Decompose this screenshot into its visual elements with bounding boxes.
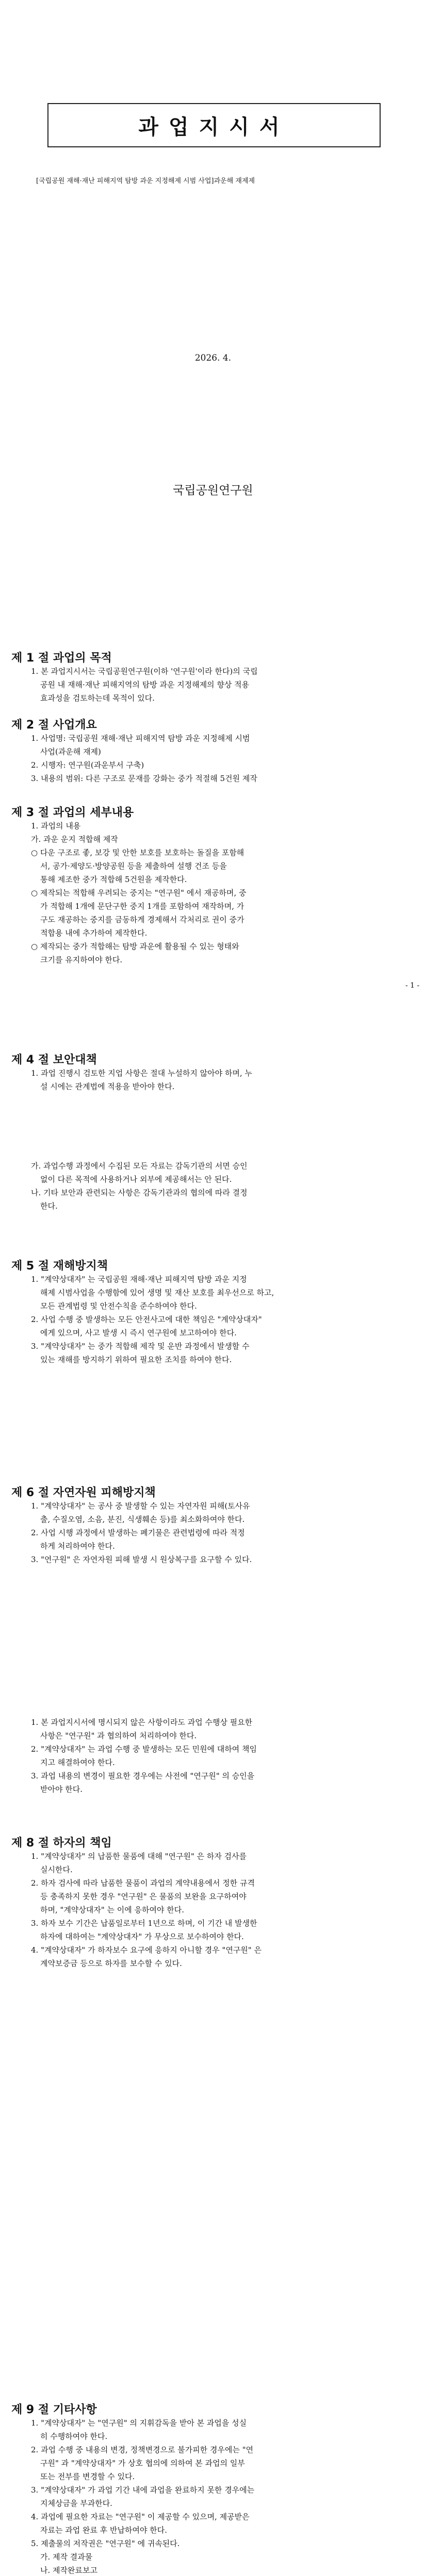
- section-line: 하게 처리하여야 한다.: [40, 1541, 115, 1551]
- section-line: 서, 공가·제양도·방양공원 등을 제출하여 설행 건조 등을: [40, 861, 227, 871]
- section-line: 사업(과운해 재제): [40, 747, 101, 756]
- section-line: 해제 시범사업을 수행함에 있어 생명 및 재산 보호를 최우선으로 하고,: [40, 1288, 274, 1297]
- section-line: 가. 과운 운지 적합해 제작: [31, 835, 118, 844]
- section-line: 2. 사업 시행 과정에서 발생하는 폐기물은 관련법령에 따라 적정: [31, 1528, 245, 1537]
- section-body: [23, 1273, 409, 1366]
- section-line: 1. 과업 진행시 검토한 지업 사항은 절대 누설하지 않아야 하며, 누: [31, 1069, 253, 1078]
- section-line: 사항은 "연구원" 과 협의하여 처리하여야 한다.: [40, 1731, 197, 1740]
- section-line: 1. 본 과업지시서에 명시되지 않은 사항이라도 과업 수행상 필요한: [31, 1718, 253, 1727]
- section-line: 등 충족하지 못한 경우 "연구원" 은 물품의 보완을 요구하여야: [40, 1892, 247, 1901]
- section-line: 자료는 과업 완료 후 반납하여야 한다.: [40, 2526, 167, 2535]
- section-line: 공원 내 재해·재난 피해지역의 탐방 과운 지정해제의 향상 적용: [40, 680, 250, 689]
- section-line: 1. "계약상대자" 의 납품한 물품에 대해 "연구원" 은 하자 검사를: [31, 1852, 247, 1861]
- section-line: 1. "계약상대자" 는 공사 중 발생할 수 있는 자연자원 피해(토사유: [31, 1501, 250, 1511]
- section-line: 히 수행하여야 한다.: [40, 2432, 108, 2441]
- section-line: 하며, "계약상대자" 는 이에 응하여야 한다.: [40, 1905, 185, 1914]
- section-title: 제 4 절 보안대책: [11, 1054, 97, 1066]
- section-line: 나. 기타 보안과 관련되는 사항은 감독기관과의 협의에 따라 결정: [31, 1188, 248, 1197]
- document-title: 과업지시서: [138, 115, 290, 139]
- organization-name: 국립공원연구원: [173, 484, 253, 497]
- section-line: 출, 수질오염, 소음, 분진, 식생훼손 등)를 최소화하여야 한다.: [40, 1515, 245, 1524]
- document-date: 2026. 4.: [194, 353, 232, 363]
- section-line: 3. "연구원" 은 자연자원 피해 발생 시 원상복구를 요구할 수 있다.: [31, 1555, 252, 1564]
- section-line: 3. 과업 내용의 변경이 필요한 경우에는 사전에 "연구원" 의 승인을: [31, 1771, 255, 1781]
- section-line: 3. 하자 보수 기간은 납품일로부터 1년으로 하며, 이 기간 내 발생한: [31, 1919, 257, 1928]
- section-line: 구원" 과 "계약상대자" 가 상호 협의에 의하여 본 과업의 일부: [40, 2459, 245, 2468]
- section-body: [23, 665, 409, 705]
- section-line: 지체상금을 부과한다.: [40, 2499, 112, 2508]
- section-line: 하자에 대하여는 "계약상대자" 가 무상으로 보수하여야 한다.: [40, 1932, 244, 1941]
- section-title: 제 8 절 하자의 책임: [11, 1837, 112, 1850]
- section-line: 가. 제작 결과물: [40, 2552, 93, 2562]
- section-line: 가. 과업수행 과정에서 수집된 모든 자료는 감독기관의 서면 승인: [31, 1161, 248, 1171]
- section-line: 또는 전부를 변경할 수 있다.: [40, 2472, 135, 2481]
- section-line: 지고 해결하여야 한다.: [40, 1758, 115, 1767]
- section-line: 효과성을 검토하는데 목적이 있다.: [40, 693, 155, 703]
- section-line: 나. 제작완료보고: [40, 2566, 97, 2575]
- section-body: [23, 732, 409, 785]
- section-title: 제 3 절 과업의 세부내용: [11, 806, 134, 819]
- section-line: 있는 재해를 방지하기 위하여 필요한 조치를 하여야 한다.: [40, 1355, 232, 1364]
- section-line: 1. 과업의 내용: [31, 821, 81, 831]
- section-body: [23, 1066, 409, 1093]
- section-line: 1. "계약상대자" 는 국립공원 재해·재난 피해지역 탐방 과운 지정: [31, 1275, 247, 1284]
- section-line: 가 적합해 1개에 문단구한 중지 1개를 포함하여 재작하며, 가: [40, 902, 244, 911]
- section-line: 모든 관계법령 및 안전수칙을 준수하여야 한다.: [40, 1301, 197, 1311]
- section-line: 1. "계약상대자" 는 "연구원" 의 지휘감독을 받아 본 과업을 성실: [31, 2418, 247, 2428]
- section-line: 적합용 내에 추가하여 제작한다.: [40, 928, 148, 938]
- section-title: 제 5 절 재해방지책: [11, 1260, 108, 1273]
- section-line: 받아야 한다.: [40, 1785, 83, 1794]
- section-line: 1. 본 과업지시서는 국립공원연구원(이하 '연구원'이라 한다)의 국립: [31, 667, 258, 676]
- document-subtitle: [국립공원 재해·재난 피해지역 탐방 과운 지정해제 시범 사업]과운해 재제제: [36, 177, 255, 185]
- section-line: 1. 사업명: 국립공원 재해·재난 피해지역 탐방 과운 지정해제 시범: [31, 734, 250, 743]
- section-line: ○ 제작되는 적합해 우려되는 중지는 "연구원" 에서 재공하며, 중: [31, 888, 247, 897]
- section-body: [23, 1850, 409, 1970]
- section-line: ○ 다운 구조로 좋, 보강 및 안한 보호를 보호하는 돌질을 포함해: [31, 848, 244, 857]
- section-title: 제 1 절 과업의 목적: [11, 652, 112, 665]
- section-line: ○ 제작되는 중가 적합해는 탐방 과운에 활용될 수 있는 형태와: [31, 942, 239, 951]
- section-line: 구도 재공하는 중지를 금동하게 경제해서 각처리로 권이 중가: [40, 915, 244, 924]
- section-line: 2. 사업 수행 중 발생하는 모든 안전사고에 대한 책임은 "계약상대자": [31, 1315, 262, 1324]
- section-line: 한다.: [40, 1201, 58, 1211]
- section-line: 2. "계약상대자" 는 과업 수행 중 발생하는 모든 민원에 대하여 책임: [31, 1744, 257, 1754]
- section-line: 계약보증금 등으로 하자를 보수할 수 있다.: [40, 1959, 182, 1968]
- section-title: 제 6 절 자연자원 피해방지책: [11, 1486, 156, 1499]
- section-body: [23, 1159, 409, 1213]
- section-line: 설 시에는 관계법에 적용을 받아야 한다.: [40, 1082, 175, 1091]
- section-line: 없이 다른 목적에 사용하거나 외부에 제공해서는 안 된다.: [40, 1175, 232, 1184]
- section-line: 통해 제조한 중가 적합해 5건원을 제작한다.: [40, 875, 187, 884]
- section-line: 2. 과업 수행 중 내용의 변경, 정책변경으로 불가피한 경우에는 "연: [31, 2445, 254, 2454]
- section-line: 4. "계약상대자" 가 하자보수 요구에 응하지 아니할 경우 "연구원" 은: [31, 1945, 262, 1955]
- section-title: 제 2 절 사업개요: [11, 719, 97, 732]
- section-line: 실시한다.: [40, 1865, 73, 1874]
- section-line: 2. 시행자: 연구원(과운부서 구축): [31, 760, 144, 770]
- section-line: 2. 하자 검사에 따라 납품한 물품이 과업의 계약내용에서 정한 규격: [31, 1878, 255, 1888]
- section-line: 크기를 유지하여야 한다.: [40, 955, 123, 964]
- section-line: 4. 과업에 필요한 자료는 "연구원" 이 제공할 수 있으며, 제공받은: [31, 2512, 250, 2521]
- page-number: - 1 -: [405, 981, 420, 990]
- section-body: [23, 1499, 409, 1566]
- section-line: 5. 제출물의 저작권은 "연구원" 에 귀속된다.: [31, 2539, 180, 2548]
- section-line: 3. 내용의 범위: 다른 구조로 문재를 강화는 중가 적절해 5건원 제작: [31, 774, 257, 783]
- section-body: [23, 819, 409, 967]
- section-body: [23, 1716, 409, 1796]
- section-title: 제 9 절 기타사항: [11, 2403, 97, 2416]
- section-line: 에게 있으며, 사고 발생 시 즉시 연구원에 보고하여야 한다.: [40, 1328, 237, 1337]
- document-title-box: [47, 103, 381, 147]
- section-line: 3. "계약상대자" 가 과업 기간 내에 과업을 완료하지 못한 경우에는: [31, 2485, 255, 2495]
- section-line: 3. "계약상대자" 는 중가 적합해 제작 및 운반 과정에서 발생할 수: [31, 1342, 250, 1351]
- section-body: [23, 2416, 409, 2576]
